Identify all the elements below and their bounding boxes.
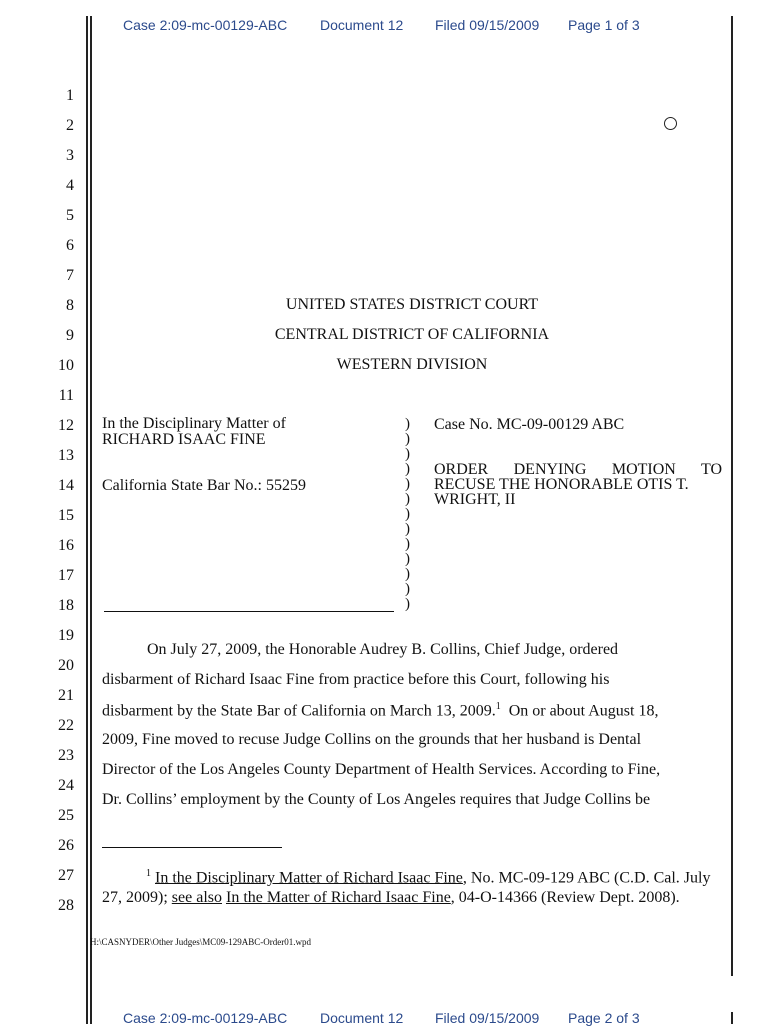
line-number: 23 xyxy=(58,747,74,764)
page2-left-rule xyxy=(86,1012,88,1024)
body-line-5: Director of the Los Angeles County Department of Health Services. According to Fine, xyxy=(102,761,661,778)
footnote-cite-2: In the Matter of Richard Isaac Fine xyxy=(225,889,451,907)
line-number: 20 xyxy=(58,657,74,674)
left-margin-rule xyxy=(86,16,88,1024)
line-number: 21 xyxy=(58,687,74,704)
file-path: H:\CASNYDER\Other Judges\MC09-129ABC-Order01.wpd xyxy=(90,937,311,947)
body-line-4: 2009, Fine moved to recuse Judge Collins on the grounds that her husband is Dental xyxy=(102,731,642,748)
footnote-ref[interactable]: 1 xyxy=(495,701,501,712)
court-name: UNITED STATES DISTRICT COURT xyxy=(285,296,539,313)
line-number: 18 xyxy=(58,597,74,614)
court-district: CENTRAL DISTRICT OF CALIFORNIA xyxy=(274,326,550,343)
signature-line xyxy=(104,611,394,612)
paren: ) xyxy=(405,446,410,462)
left-margin-rule-inner xyxy=(90,16,92,1024)
line-number: 7 xyxy=(66,267,74,284)
right-margin-rule xyxy=(731,16,733,976)
line-number: 3 xyxy=(66,147,74,164)
paren: ) xyxy=(405,521,410,537)
header-document: Document 12 xyxy=(320,17,404,33)
page2-header-case: Case 2:09-mc-00129-ABC xyxy=(123,1010,288,1026)
line-number: 13 xyxy=(58,447,74,464)
paren: ) xyxy=(405,566,410,582)
line-number: 25 xyxy=(58,807,74,824)
page2-left-rule-inner xyxy=(90,1012,92,1024)
circle-mark xyxy=(664,117,677,130)
body-line-3 xyxy=(102,701,658,720)
paren: ) xyxy=(405,506,410,522)
paren: ) xyxy=(405,536,410,552)
bar-number: California State Bar No.: 55259 xyxy=(102,477,306,494)
line-number: 10 xyxy=(58,357,74,374)
footnote-rule xyxy=(102,847,282,848)
line-number: 19 xyxy=(58,627,74,644)
footnote-text-2: , 04-O-14366 (Review Dept. 2008). xyxy=(450,889,680,907)
body-line-1: On July 27, 2009, the Honorable Audrey B. Collins, Chief Judge, ordered xyxy=(147,641,619,658)
page2-header-document: Document 12 xyxy=(320,1010,404,1026)
header-case: Case 2:09-mc-00129-ABC xyxy=(123,17,288,33)
footnote-see-also: see also xyxy=(171,889,222,907)
body-line-3-tail: On or about August 18, xyxy=(508,702,659,720)
paren: ) xyxy=(405,461,410,477)
line-number: 5 xyxy=(66,207,74,224)
page2-right-rule xyxy=(731,1012,733,1024)
body-line-2: disbarment of Richard Isaac Fine from practice before this Court, following his xyxy=(102,671,610,688)
paren: ) xyxy=(405,476,410,492)
page2-header-filed: Filed 09/15/2009 xyxy=(435,1010,540,1026)
body-line-3-text: disbarment by the State Bar of California on March 13, 2009. xyxy=(102,702,496,720)
line-number: 6 xyxy=(66,237,74,254)
line-number: 11 xyxy=(58,387,74,404)
footnote-marker: 1 xyxy=(146,868,151,879)
line-number: 17 xyxy=(58,567,74,584)
court-division: WESTERN DIVISION xyxy=(336,356,488,373)
line-number: 28 xyxy=(58,897,74,914)
paren: ) xyxy=(405,491,410,507)
line-number: 4 xyxy=(66,177,74,194)
line-number: 15 xyxy=(58,507,74,524)
line-number: 26 xyxy=(58,837,74,854)
page2-header-page: Page 2 of 3 xyxy=(568,1010,640,1026)
order-title-line-1: ORDER DENYING MOTION TO xyxy=(434,461,722,478)
line-number: 12 xyxy=(58,417,74,434)
line-number: 16 xyxy=(58,537,74,554)
header-page: Page 1 of 3 xyxy=(568,17,640,33)
header-filed: Filed 09/15/2009 xyxy=(435,17,540,33)
line-number: 14 xyxy=(58,477,74,494)
matter-line-1: In the Disciplinary Matter of xyxy=(102,415,286,432)
footnote-text-1: , No. MC-09-129 ABC (C.D. Cal. July 27, 2009); xyxy=(102,869,711,907)
footnote xyxy=(102,864,724,908)
line-number: 2 xyxy=(66,117,74,134)
footnote-cite-1: In the Disciplinary Matter of Richard Isaac Fine xyxy=(155,869,463,887)
case-number: Case No. MC-09-00129 ABC xyxy=(434,416,625,433)
paren: ) xyxy=(405,581,410,597)
paren: ) xyxy=(405,596,410,612)
body-line-6: Dr. Collins’ employment by the County of Los Angeles requires that Judge Collins be xyxy=(102,791,651,808)
line-number: 9 xyxy=(66,327,74,344)
paren: ) xyxy=(405,416,410,432)
paren: ) xyxy=(405,431,410,447)
line-number: 8 xyxy=(66,297,74,314)
order-title-line-3: WRIGHT, II xyxy=(434,491,516,508)
paren: ) xyxy=(405,551,410,567)
line-number: 24 xyxy=(58,777,74,794)
line-number: 1 xyxy=(66,87,74,104)
caption-matter xyxy=(102,416,286,448)
matter-line-2: RICHARD ISAAC FINE xyxy=(102,431,266,448)
order-title-line-2: RECUSE THE HONORABLE OTIS T. xyxy=(434,476,689,493)
line-number: 22 xyxy=(58,717,74,734)
order-title xyxy=(434,462,722,507)
line-number: 27 xyxy=(58,867,74,884)
